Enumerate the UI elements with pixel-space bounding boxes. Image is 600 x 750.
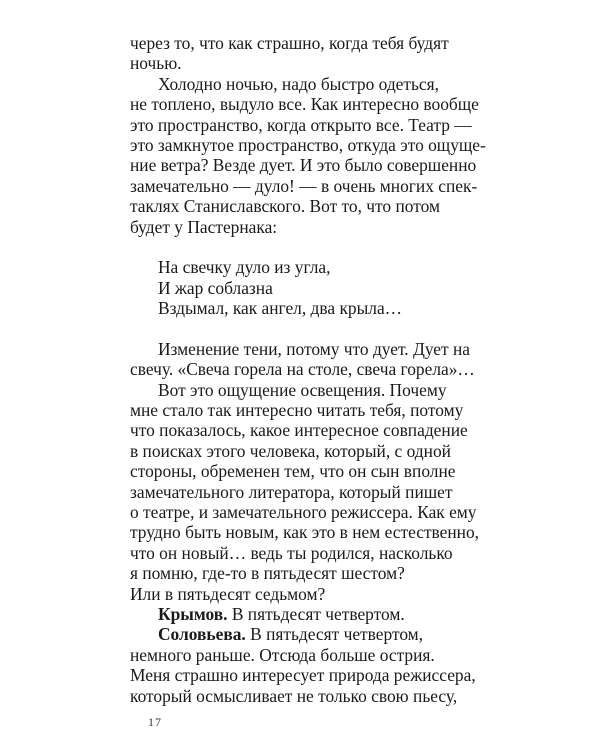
paragraph-line: замечательного литератора, который пишет (130, 481, 453, 502)
paragraph-line: это замкнутое пространство, откуда это ощуще- (130, 134, 486, 155)
paragraph-line: Холодно ночью, надо быстро одеться, (158, 73, 439, 94)
dialogue-text: В пятьдесят четвертом. (227, 603, 405, 624)
paragraph-line: стороны, обременен тем, что он сын вполне (130, 461, 456, 482)
page-number: 17 (148, 715, 162, 729)
paragraph-line: я помню, где-то в пятьдесят шестом? (130, 563, 405, 584)
dialogue-line: немного раньше. Отсюда больше острия. (130, 644, 435, 665)
dialogue-line: Меня страшно интересует природа режиссера, (130, 665, 476, 686)
paragraph-line: ночью. (130, 53, 182, 74)
paragraph-line: таклях Станиславского. Вот то, что потом (130, 196, 440, 217)
paragraph-line: будет у Пастернака: (130, 216, 278, 237)
poem-line: На свечку дуло из угла, (158, 257, 331, 278)
paragraph-line: о театре, и замечательного режиссера. Как ему (130, 501, 477, 522)
dialogue-line: который осмысливает не только свою пьесу, (130, 685, 458, 706)
poem-line: И жар соблазна (158, 277, 273, 298)
speaker-name: Соловьева. (158, 624, 246, 645)
paragraph-line: свечу. «Свеча горела на столе, свеча горела»… (130, 359, 475, 380)
body-text (130, 33, 530, 706)
paragraph-line: это пространство, когда открыто все. Театр — (130, 114, 472, 135)
dialogue-line (130, 624, 530, 644)
paragraph-line: Изменение тени, потому что дует. Дует на (158, 338, 470, 359)
paragraph-line: Вот это ощущение освещения. Почему (158, 379, 447, 400)
paragraph-line: замечательно — дуло! — в очень многих спек- (130, 175, 478, 196)
poem-line: Вздымал, как ангел, два крыла… (158, 298, 403, 319)
stanza-gap (130, 237, 530, 257)
paragraph-line: не топлено, выдуло все. Как интересно вообще (130, 94, 479, 115)
paragraph-line: мне стало так интересно читать тебя, потому (130, 400, 464, 421)
paragraph-line: через то, что как страшно, когда тебя будят (130, 33, 449, 53)
dialogue-text: В пятьдесят четвертом, (245, 624, 424, 645)
paragraph-line: что показалось, какое интересное совпадение (130, 420, 468, 441)
paragraph-line: трудно быть новым, как это в нем естественно, (130, 522, 480, 543)
speaker-name: Крымов. (158, 603, 228, 624)
paragraph-line: Или в пятьдесят седьмом? (130, 583, 326, 604)
stanza-gap (130, 318, 530, 338)
paragraph-line: что он новый… ведь ты родился, насколько (130, 542, 453, 563)
paragraph-line: в поисках этого человека, который, с одной (130, 440, 451, 461)
paragraph-line: ние ветра? Везде дует. И это было совершенно (130, 155, 477, 176)
dialogue-line (130, 604, 530, 624)
